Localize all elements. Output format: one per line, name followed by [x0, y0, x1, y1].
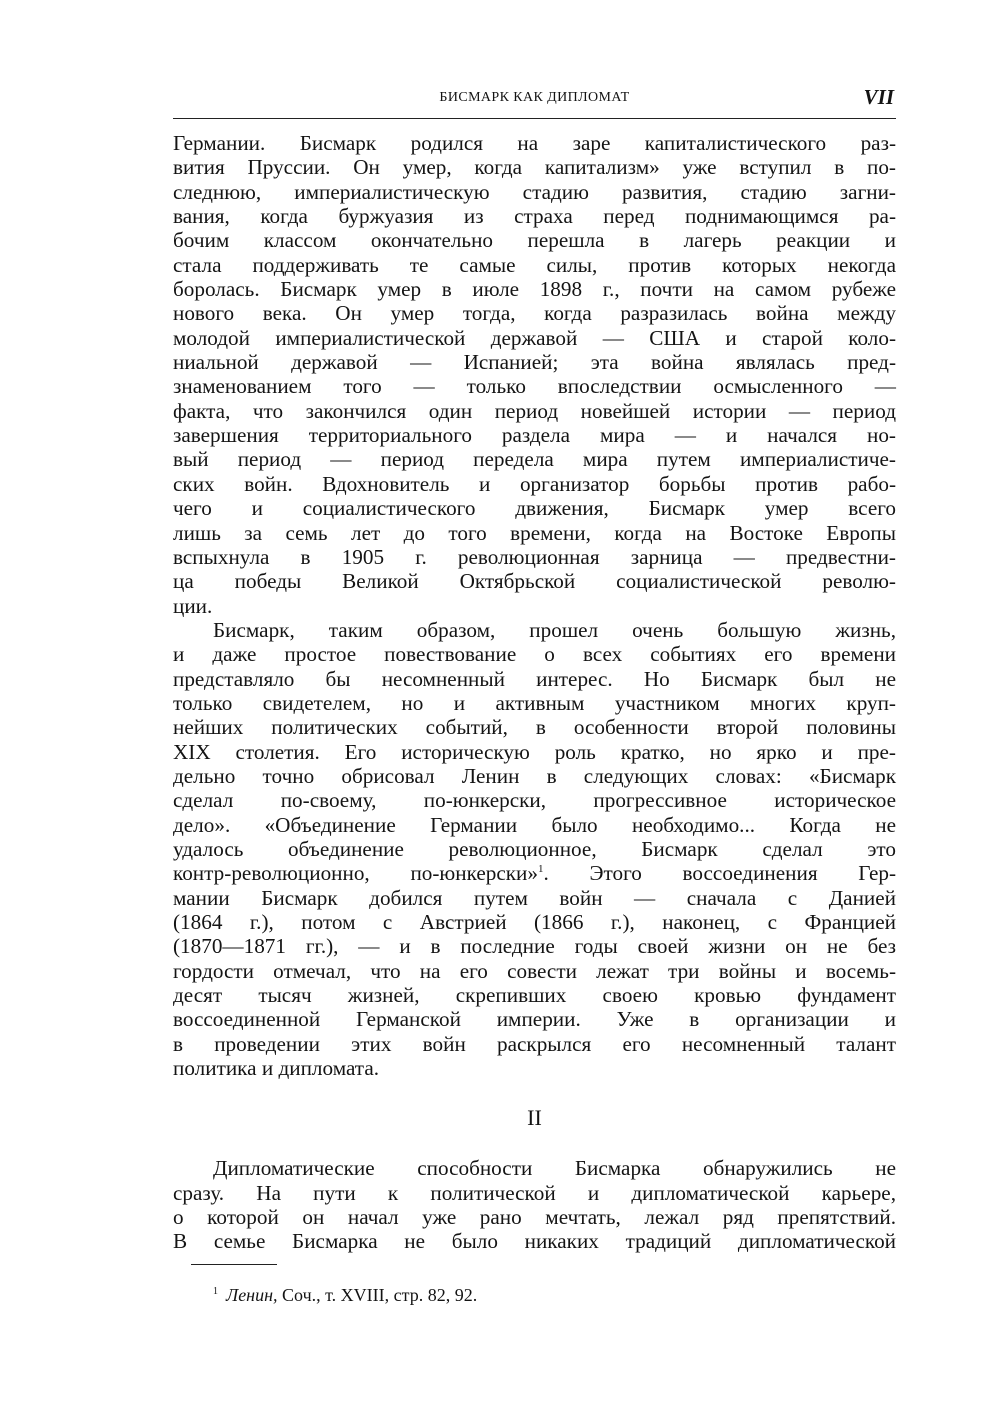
text-line: в проведении этих войн раскрылся его несомненный талант [173, 1031, 896, 1056]
text-line: о которой он начал уже рано мечтать, лежал ряд препятствий. [173, 1205, 896, 1230]
text-line: мании Бисмарк добился путем войн — сначала с Данией [173, 885, 896, 910]
text-fragment: . Этого воссоединения Гер- [543, 861, 896, 886]
text-line: десят тысяч жизней, скрепивших своею кровью фундамент [173, 983, 896, 1008]
text-line: чего и социалистического движения, Бисмарк умер всего [173, 496, 896, 521]
paragraph-1 [173, 131, 896, 618]
text-line: дельно точно обрисовал Ленин в следующих словах: «Бисмарк [173, 763, 896, 788]
text-line: удалось объединение революционное, Бисмарк сделал это [173, 836, 896, 861]
text-line: и даже простое повествование о всех событиях его времени [173, 642, 896, 667]
text-line: Дипломатические способности Бисмарка обнаружились не [213, 1156, 896, 1181]
text-line: воссоединенной Германской империи. Уже в организации и [173, 1007, 896, 1032]
paragraph-3 [173, 1156, 896, 1253]
running-head [173, 80, 896, 119]
text-line: представляло бы несомненный интерес. Но Бисмарк был не [173, 666, 896, 691]
text-line: гордости отмечал, что на его совести лежат три войны и восемь- [173, 958, 896, 983]
text-line: XIX столетия. Его историческую роль кратко, но ярко и пре- [173, 739, 896, 764]
text-line: дело». «Объединение Германии было необходимо... Когда не [173, 812, 896, 837]
text-line: лишь за семь лет до того времени, когда на Востоке Европы [173, 520, 896, 545]
paragraph-2 [173, 618, 896, 1081]
book-page [173, 80, 896, 1380]
text-line: стала поддерживать те самые силы, против которых некогда [173, 252, 896, 277]
text-line: Бисмарк, таким образом, прошел очень большую жизнь, [213, 617, 896, 642]
text-line: только свидетелем, но и активным участником многих круп- [173, 690, 896, 715]
text-line: завершения территориального раздела мира — и начался но- [173, 423, 896, 448]
text-line: факта, что закончился один период новейшей истории — период [173, 398, 896, 423]
text-line: вания, когда буржуазия из страха перед поднимающимся ра- [173, 204, 896, 229]
text-line: вый период — период передела мира путем империалистиче- [173, 447, 896, 472]
text-line: (1870—1871 гг.), — и в последние годы своей жизни он не без [173, 934, 896, 959]
text-line: сразу. На пути к политической и дипломатической карьере, [173, 1180, 896, 1205]
footnote-author: Ленин, [226, 1284, 278, 1305]
text-line: нейших политических событий, в особенности второй половины [173, 715, 896, 740]
text-line: нового века. Он умер тогда, когда разразилась война между [173, 301, 896, 326]
running-title: БИСМАРК КАК ДИПЛОМАТ [439, 90, 630, 105]
footnote-mark: 1 [213, 1285, 218, 1297]
body-text [173, 131, 896, 1254]
text-line: политика и дипломата. [173, 1056, 380, 1081]
text-fragment: контр-революционно, по-юнкерски» [173, 861, 538, 886]
text-line: вспыхнула в 1905 г. революционная зарница — предвестни- [173, 544, 896, 569]
text-line: знаменованием того — только впоследствии осмысленного — [173, 374, 896, 399]
text-line: бочим классом окончательно перешла в лагерь реакции и [173, 228, 896, 253]
text-line: В семье Бисмарка не было никаких традиций дипломатической [173, 1229, 896, 1254]
text-line: ниальной державой — Испанией; эта война являлась пред- [173, 350, 896, 375]
text-line: ца победы Великой Октябрьской социалистической револю- [173, 569, 896, 594]
footnote-reference[interactable]: 1 [538, 863, 544, 876]
footnote [213, 1281, 896, 1306]
text-line: следнюю, империалистическую стадию развития, стадию загни- [173, 179, 896, 204]
text-line-with-reference [173, 861, 896, 885]
text-line: ции. [173, 593, 213, 618]
section-number: II [527, 1105, 542, 1131]
text-line: сделал по-своему, по-юнкерски, прогрессивное историческое [173, 788, 896, 813]
text-line: молодой империалистической державой — США и старой коло- [173, 325, 896, 350]
text-line: Германии. Бисмарк родился на заре капиталистического раз- [173, 131, 896, 155]
footnote-divider [191, 1264, 277, 1265]
page-number: VII [863, 85, 894, 109]
text-line: (1864 г.), потом с Австрией (1866 г.), наконец, с Францией [173, 910, 896, 934]
text-line: ских войн. Вдохновитель и организатор борьбы против рабо- [173, 471, 896, 496]
text-line: вития Пруссии. Он умер, когда капитализм» уже вступил в по- [173, 155, 896, 180]
footnote-citation: Соч., т. XVIII, стр. 82, 92. [282, 1284, 478, 1305]
text-line: боролась. Бисмарк умер в июле 1898 г., почти на самом рубеже [173, 277, 896, 302]
